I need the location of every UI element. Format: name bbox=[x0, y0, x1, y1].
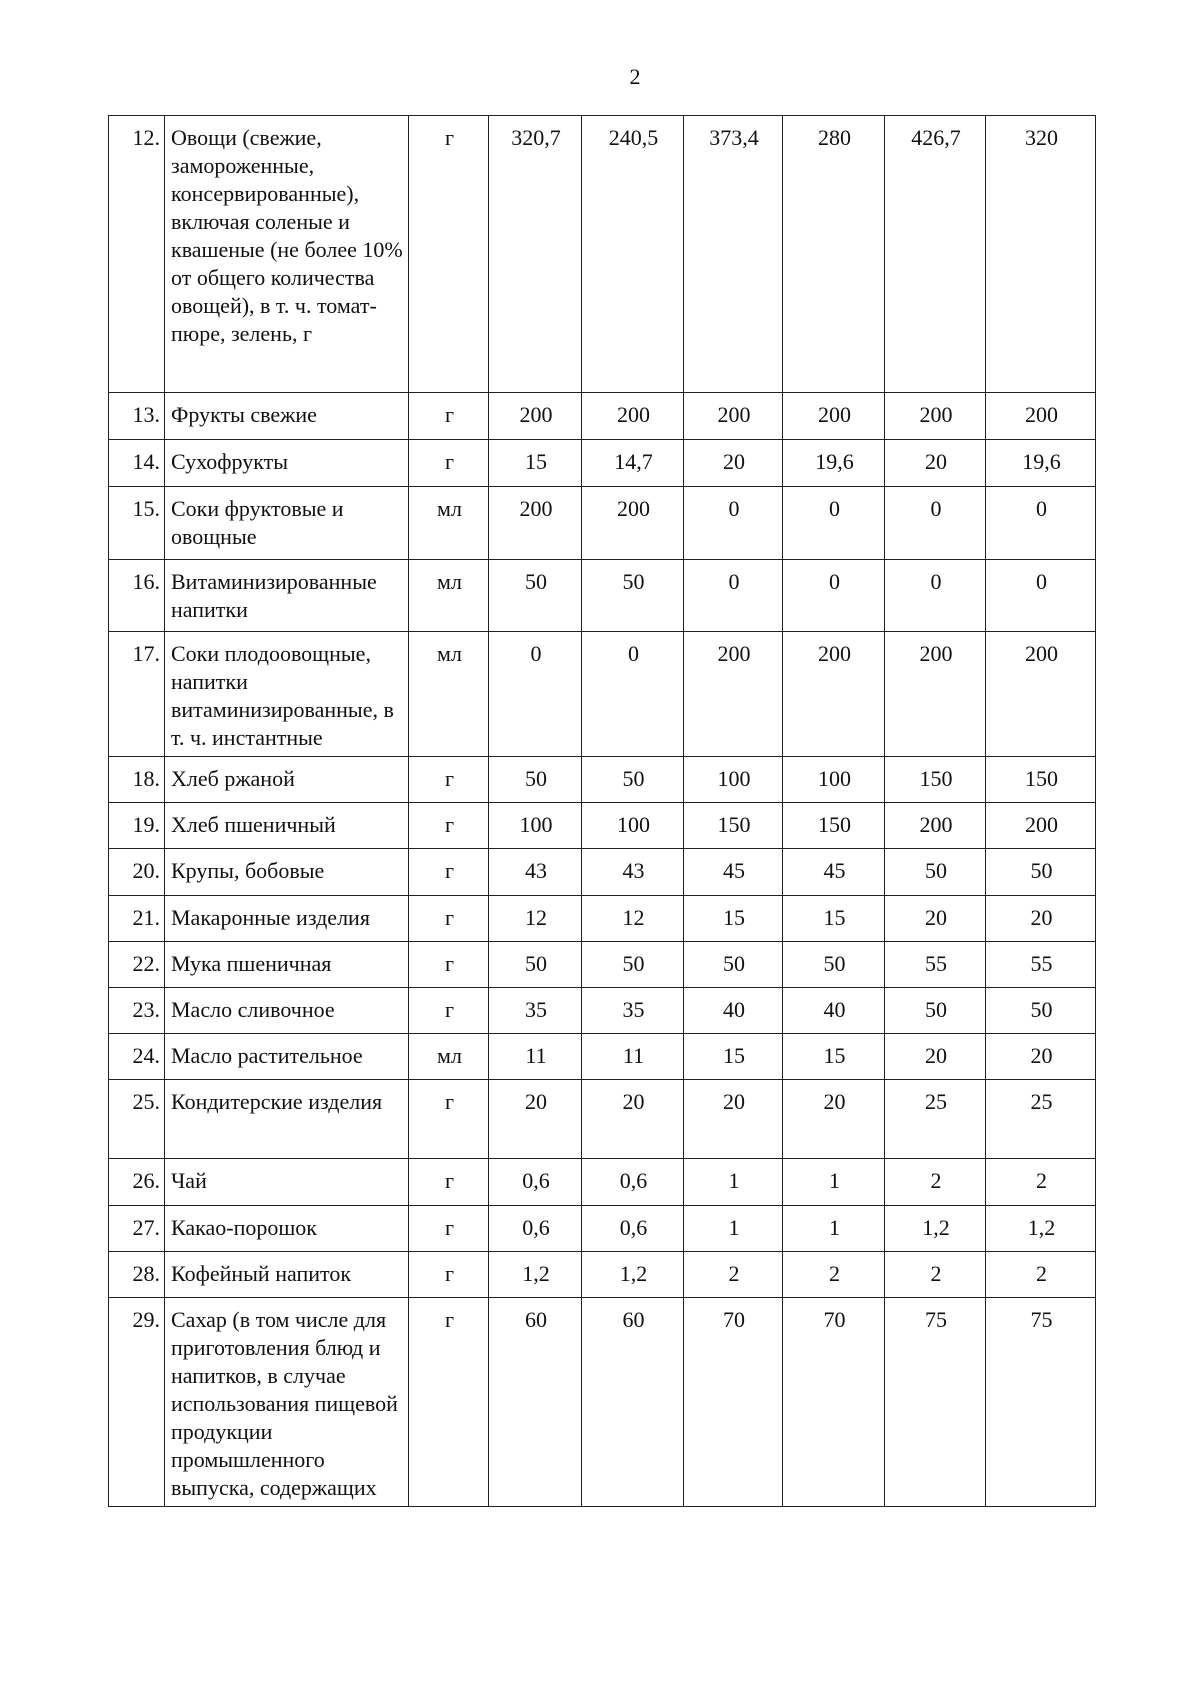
value-cell: 200 bbox=[489, 487, 582, 560]
table-row bbox=[109, 440, 1096, 487]
table-row bbox=[109, 487, 1096, 560]
value-cell: 0,6 bbox=[489, 1206, 582, 1252]
value-cell: 15 bbox=[489, 440, 582, 487]
product-name: Мука пшеничная bbox=[165, 942, 409, 988]
value-cell: 0 bbox=[783, 487, 885, 560]
value-cell: 2 bbox=[885, 1159, 986, 1206]
value-cell: 100 bbox=[582, 803, 684, 849]
row-number: 28. bbox=[109, 1252, 165, 1298]
unit: г bbox=[409, 393, 489, 440]
value-cell: 200 bbox=[885, 632, 986, 757]
product-name: Масло сливочное bbox=[165, 988, 409, 1034]
row-number: 17. bbox=[109, 632, 165, 757]
value-cell: 50 bbox=[489, 942, 582, 988]
unit: мл bbox=[409, 1034, 489, 1080]
product-name: Соки фруктовые и овощные bbox=[165, 487, 409, 560]
value-cell: 55 bbox=[986, 942, 1096, 988]
table-row bbox=[109, 1206, 1096, 1252]
product-name: Кондитерские изделия bbox=[165, 1080, 409, 1159]
value-cell: 12 bbox=[489, 896, 582, 942]
value-cell: 50 bbox=[986, 988, 1096, 1034]
value-cell: 0 bbox=[885, 560, 986, 632]
value-cell: 35 bbox=[489, 988, 582, 1034]
value-cell: 45 bbox=[783, 849, 885, 896]
value-cell: 1,2 bbox=[986, 1206, 1096, 1252]
value-cell: 45 bbox=[684, 849, 783, 896]
table-row bbox=[109, 632, 1096, 757]
unit: г bbox=[409, 1252, 489, 1298]
value-cell: 1 bbox=[783, 1206, 885, 1252]
table-row bbox=[109, 1159, 1096, 1206]
value-cell: 1 bbox=[783, 1159, 885, 1206]
value-cell: 20 bbox=[489, 1080, 582, 1159]
value-cell: 75 bbox=[885, 1298, 986, 1507]
product-name: Соки плодоовощные, напитки витаминизированные, в т. ч. инстантные bbox=[165, 632, 409, 757]
unit: г bbox=[409, 116, 489, 393]
unit: мл bbox=[409, 560, 489, 632]
unit: г bbox=[409, 757, 489, 803]
value-cell: 43 bbox=[489, 849, 582, 896]
value-cell: 15 bbox=[783, 1034, 885, 1080]
value-cell: 43 bbox=[582, 849, 684, 896]
value-cell: 40 bbox=[783, 988, 885, 1034]
product-name: Чай bbox=[165, 1159, 409, 1206]
unit: г bbox=[409, 1159, 489, 1206]
value-cell: 2 bbox=[986, 1252, 1096, 1298]
value-cell: 20 bbox=[684, 440, 783, 487]
row-number: 20. bbox=[109, 849, 165, 896]
unit: мл bbox=[409, 632, 489, 757]
unit: мл bbox=[409, 487, 489, 560]
value-cell: 200 bbox=[986, 803, 1096, 849]
value-cell: 200 bbox=[489, 393, 582, 440]
value-cell: 0 bbox=[684, 487, 783, 560]
value-cell: 2 bbox=[986, 1159, 1096, 1206]
value-cell: 320,7 bbox=[489, 116, 582, 393]
row-number: 21. bbox=[109, 896, 165, 942]
page-number: 2 bbox=[629, 64, 641, 89]
value-cell: 20 bbox=[684, 1080, 783, 1159]
value-cell: 20 bbox=[885, 440, 986, 487]
unit: г bbox=[409, 440, 489, 487]
value-cell: 0,6 bbox=[582, 1159, 684, 1206]
value-cell: 70 bbox=[783, 1298, 885, 1507]
value-cell: 100 bbox=[783, 757, 885, 803]
value-cell: 20 bbox=[885, 1034, 986, 1080]
value-cell: 200 bbox=[783, 393, 885, 440]
value-cell: 50 bbox=[489, 757, 582, 803]
row-number: 25. bbox=[109, 1080, 165, 1159]
value-cell: 50 bbox=[885, 988, 986, 1034]
value-cell: 25 bbox=[885, 1080, 986, 1159]
value-cell: 373,4 bbox=[684, 116, 783, 393]
row-number: 26. bbox=[109, 1159, 165, 1206]
product-name: Сухофрукты bbox=[165, 440, 409, 487]
value-cell: 60 bbox=[489, 1298, 582, 1507]
product-name: Фрукты свежие bbox=[165, 393, 409, 440]
value-cell: 150 bbox=[684, 803, 783, 849]
value-cell: 150 bbox=[885, 757, 986, 803]
row-number: 18. bbox=[109, 757, 165, 803]
value-cell: 0 bbox=[986, 487, 1096, 560]
value-cell: 280 bbox=[783, 116, 885, 393]
value-cell: 200 bbox=[986, 632, 1096, 757]
value-cell: 200 bbox=[582, 393, 684, 440]
norms-table-body bbox=[109, 116, 1096, 1507]
value-cell: 1,2 bbox=[582, 1252, 684, 1298]
product-name: Витаминизированные напитки bbox=[165, 560, 409, 632]
unit: г bbox=[409, 1080, 489, 1159]
value-cell: 60 bbox=[582, 1298, 684, 1507]
value-cell: 0,6 bbox=[489, 1159, 582, 1206]
product-name: Масло растительное bbox=[165, 1034, 409, 1080]
product-name: Хлеб пшеничный bbox=[165, 803, 409, 849]
product-name: Кофейный напиток bbox=[165, 1252, 409, 1298]
value-cell: 20 bbox=[885, 896, 986, 942]
table-row bbox=[109, 942, 1096, 988]
unit: г bbox=[409, 942, 489, 988]
product-name: Овощи (свежие, замороженные, консервированные), включая соленые и квашеные (не более 10% от общего количества овощей), в т. ч. томат-пюре, зелень, г bbox=[165, 116, 409, 393]
value-cell: 12 bbox=[582, 896, 684, 942]
norms-table bbox=[108, 115, 1096, 1507]
value-cell: 55 bbox=[885, 942, 986, 988]
value-cell: 240,5 bbox=[582, 116, 684, 393]
value-cell: 426,7 bbox=[885, 116, 986, 393]
value-cell: 40 bbox=[684, 988, 783, 1034]
product-name: Крупы, бобовые bbox=[165, 849, 409, 896]
row-number: 13. bbox=[109, 393, 165, 440]
value-cell: 75 bbox=[986, 1298, 1096, 1507]
value-cell: 0 bbox=[489, 632, 582, 757]
value-cell: 50 bbox=[885, 849, 986, 896]
row-number: 22. bbox=[109, 942, 165, 988]
table-row bbox=[109, 803, 1096, 849]
value-cell: 2 bbox=[783, 1252, 885, 1298]
row-number: 16. bbox=[109, 560, 165, 632]
value-cell: 15 bbox=[783, 896, 885, 942]
value-cell: 1 bbox=[684, 1206, 783, 1252]
value-cell: 2 bbox=[684, 1252, 783, 1298]
row-number: 15. bbox=[109, 487, 165, 560]
value-cell: 200 bbox=[582, 487, 684, 560]
row-number: 14. bbox=[109, 440, 165, 487]
product-name: Хлеб ржаной bbox=[165, 757, 409, 803]
value-cell: 50 bbox=[684, 942, 783, 988]
value-cell: 35 bbox=[582, 988, 684, 1034]
value-cell: 200 bbox=[885, 803, 986, 849]
value-cell: 50 bbox=[582, 942, 684, 988]
value-cell: 11 bbox=[489, 1034, 582, 1080]
value-cell: 0 bbox=[684, 560, 783, 632]
table-row bbox=[109, 849, 1096, 896]
product-name: Сахар (в том числе для приготовления блюд и напитков, в случае использования пищевой продукции промышленного выпуска, содержащих bbox=[165, 1298, 409, 1507]
value-cell: 320 bbox=[986, 116, 1096, 393]
value-cell: 1,2 bbox=[489, 1252, 582, 1298]
value-cell: 15 bbox=[684, 896, 783, 942]
value-cell: 70 bbox=[684, 1298, 783, 1507]
value-cell: 200 bbox=[684, 632, 783, 757]
table-row bbox=[109, 1298, 1096, 1507]
table-row bbox=[109, 896, 1096, 942]
value-cell: 50 bbox=[582, 757, 684, 803]
row-number: 24. bbox=[109, 1034, 165, 1080]
row-number: 12. bbox=[109, 116, 165, 393]
value-cell: 0 bbox=[986, 560, 1096, 632]
table-row bbox=[109, 560, 1096, 632]
table-row bbox=[109, 988, 1096, 1034]
value-cell: 200 bbox=[783, 632, 885, 757]
value-cell: 2 bbox=[885, 1252, 986, 1298]
table-row bbox=[109, 757, 1096, 803]
value-cell: 14,7 bbox=[582, 440, 684, 487]
table-row bbox=[109, 1252, 1096, 1298]
value-cell: 0 bbox=[582, 632, 684, 757]
value-cell: 150 bbox=[986, 757, 1096, 803]
unit: г bbox=[409, 803, 489, 849]
value-cell: 1,2 bbox=[885, 1206, 986, 1252]
unit: г bbox=[409, 849, 489, 896]
value-cell: 15 bbox=[684, 1034, 783, 1080]
value-cell: 11 bbox=[582, 1034, 684, 1080]
value-cell: 200 bbox=[986, 393, 1096, 440]
unit: г bbox=[409, 1206, 489, 1252]
value-cell: 25 bbox=[986, 1080, 1096, 1159]
value-cell: 100 bbox=[684, 757, 783, 803]
table-row bbox=[109, 1034, 1096, 1080]
unit: г bbox=[409, 1298, 489, 1507]
value-cell: 20 bbox=[582, 1080, 684, 1159]
value-cell: 50 bbox=[582, 560, 684, 632]
value-cell: 20 bbox=[986, 1034, 1096, 1080]
product-name: Какао-порошок bbox=[165, 1206, 409, 1252]
value-cell: 150 bbox=[783, 803, 885, 849]
value-cell: 50 bbox=[489, 560, 582, 632]
unit: г bbox=[409, 988, 489, 1034]
value-cell: 50 bbox=[783, 942, 885, 988]
value-cell: 19,6 bbox=[986, 440, 1096, 487]
value-cell: 0 bbox=[885, 487, 986, 560]
value-cell: 0,6 bbox=[582, 1206, 684, 1252]
value-cell: 100 bbox=[489, 803, 582, 849]
value-cell: 50 bbox=[986, 849, 1096, 896]
table-row bbox=[109, 393, 1096, 440]
row-number: 23. bbox=[109, 988, 165, 1034]
unit: г bbox=[409, 896, 489, 942]
value-cell: 20 bbox=[986, 896, 1096, 942]
value-cell: 200 bbox=[684, 393, 783, 440]
value-cell: 0 bbox=[783, 560, 885, 632]
table-row bbox=[109, 116, 1096, 393]
value-cell: 20 bbox=[783, 1080, 885, 1159]
value-cell: 1 bbox=[684, 1159, 783, 1206]
value-cell: 19,6 bbox=[783, 440, 885, 487]
row-number: 19. bbox=[109, 803, 165, 849]
value-cell: 200 bbox=[885, 393, 986, 440]
table-row bbox=[109, 1080, 1096, 1159]
row-number: 27. bbox=[109, 1206, 165, 1252]
row-number: 29. bbox=[109, 1298, 165, 1507]
product-name: Макаронные изделия bbox=[165, 896, 409, 942]
